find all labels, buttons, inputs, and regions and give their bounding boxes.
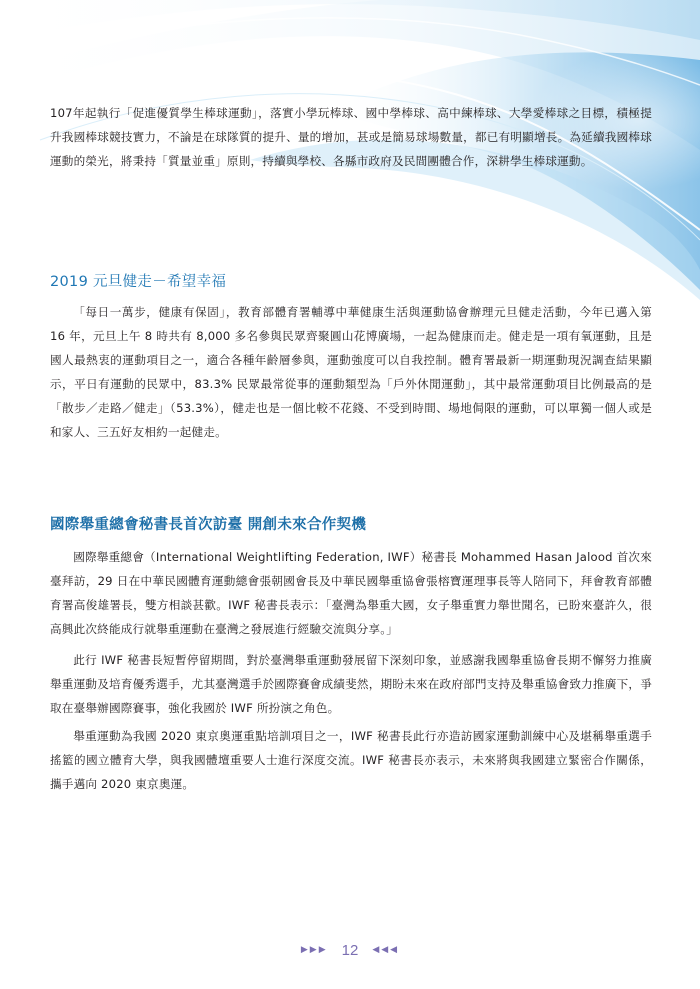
section2-title: 國際舉重總會秘書長首次訪臺 開創未來合作契機 <box>50 517 367 533</box>
left-arrows-icon: ◀◀◀ <box>372 945 400 955</box>
page-number: 12 <box>341 941 359 959</box>
section2-paragraph-2: 此行 IWF 秘書長短暫停留期間，對於臺灣舉重運動發展留下深刻印象，並感謝我國舉重協會長期不懈努力推廣舉重運動及培育優秀選手，尤其臺灣選手於國際賽會成績斐然，期盼未來在政府部門支持及舉重協會致力推廣下，爭取在臺舉辦國際賽事，強化我國於 IWF 所扮演之角色。 <box>50 653 652 715</box>
intro-paragraph: 107年起執行「促進優質學生棒球運動」，落實小學玩棒球、國中學棒球、高中練棒球、大學愛棒球之目標，積極提升我國棒球競技實力，不論是在球隊質的提升、量的增加，甚或是簡易球場數量，都已有明顯增長。為延續我國棒球運動的榮光，將秉持「質量並重」原則，持續與學校、各縣市政府及民間團體合作，深耕學生棒球運動。 <box>50 106 652 168</box>
section1-paragraph: 「每日一萬步，健康有保固」，教育部體育署輔導中華健康生活與運動協會辦理元旦健走活動，今年已邁入第 16 年，元旦上午 8 時共有 8,000 多名參與民眾齊聚圓山花博廣場，一起為健康而走。健走是一項有氧運動，且是國人最熱衷的運動項目之一，適合各種年齡層參與，運動強度可以自我控制。體育署最新一期運動現況調查結果顯示，平日有運動的民眾中，83.3% 民眾最常從事的運動類型為「戶外休閒運動」，其中最常運動項目比例最高的是「散步／走路／健走」（53.3%），健走也是一個比較不花錢、不受到時間、場地侷限的運動，可以單獨一個人或是和家人、三五好友相約一起健走。 <box>50 305 652 439</box>
section2-paragraph-3: 舉重運動為我國 2020 東京奧運重點培訓項目之一，IWF 秘書長此行亦造訪國家運動訓練中心及堪稱舉重選手搖籃的國立體育大學，與我國體壇重要人士進行深度交流。IWF 秘書長亦表示，未來將與我國建立緊密合作關係，攜手邁向 2020 東京奧運。 <box>50 729 652 791</box>
page-footer <box>0 940 700 960</box>
section1-title: 2019 元旦健走－希望幸福 <box>50 274 227 290</box>
right-arrows-icon: ▶▶▶ <box>300 945 328 955</box>
section2-paragraph-1: 國際舉重總會（International Weightlifting Federation, IWF）秘書長 Mohammed Hasan Jalood 首次來臺拜訪，29 日在中華民國體育運動總會張朝國會長及中華民國舉重協會張榕寶運理事長等人陪同下，拜會教育部體育署高俊雄署長，雙方相談甚歡。IWF 秘書長表示：「臺灣為舉重大國，女子舉重實力舉世聞名，已盼來臺許久，很高興此次終能成行就舉重運動在臺灣之發展進行經驗交流與分享。」 <box>50 550 652 636</box>
